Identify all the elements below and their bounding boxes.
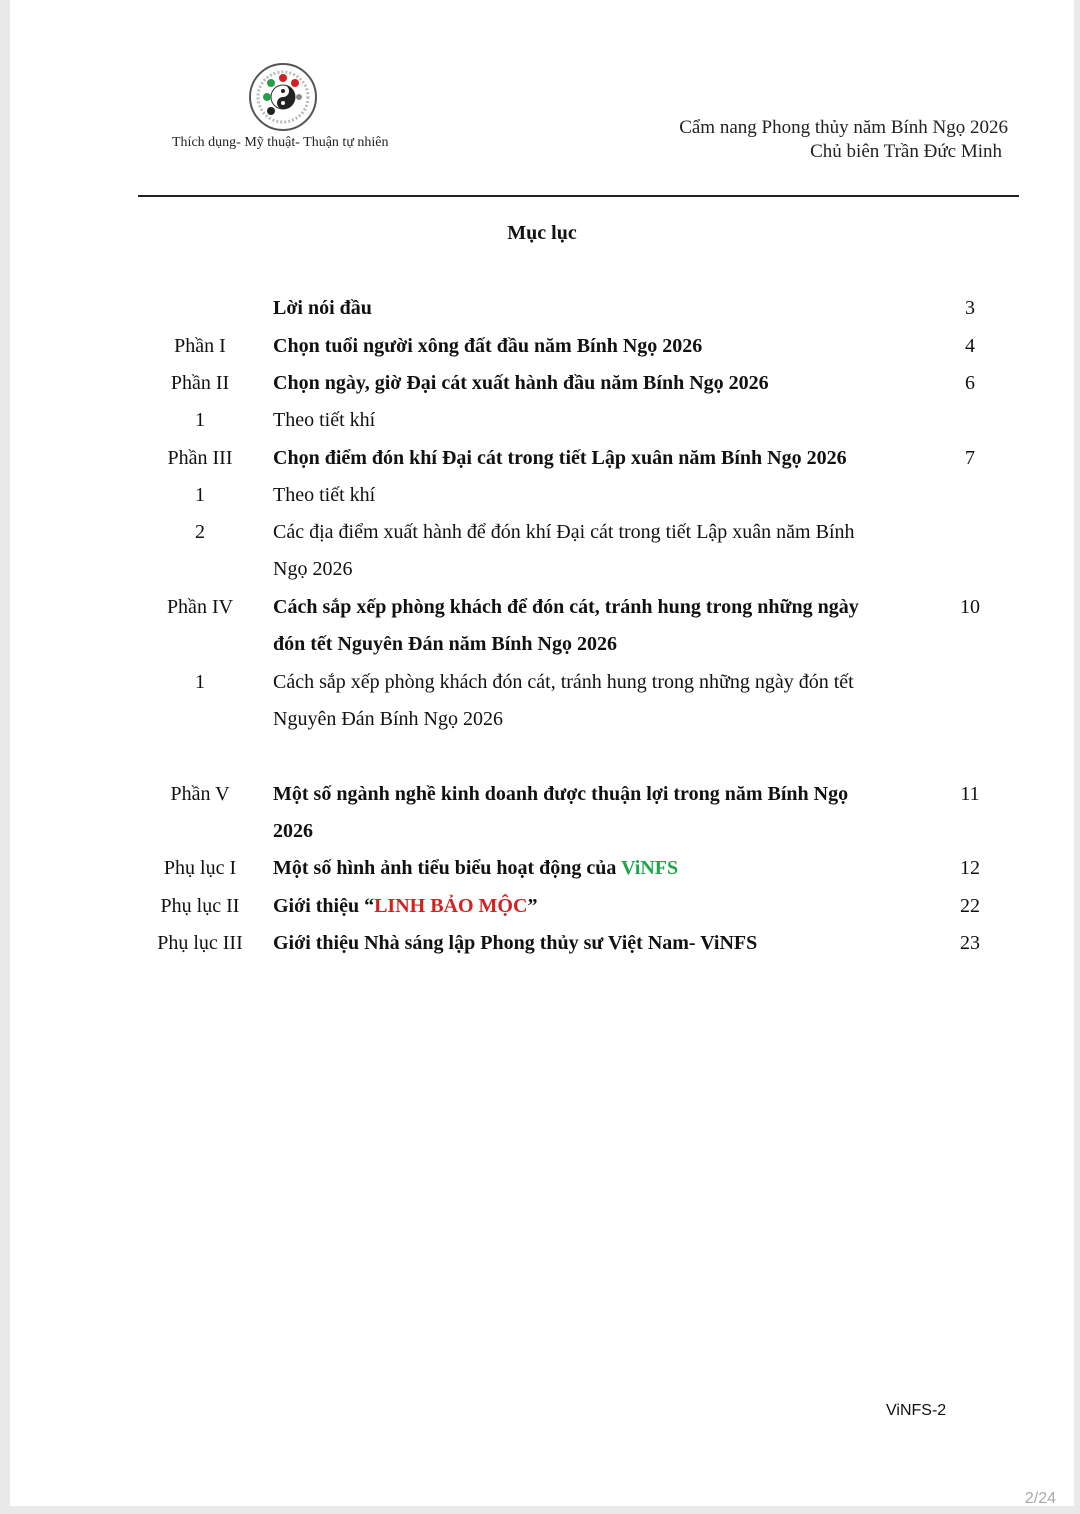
toc-entry-number: Phụ lục I — [163, 857, 237, 879]
toc-entry-title-text: Một số hình ảnh tiểu biểu hoạt động của — [273, 857, 622, 879]
toc-entry-title: Theo tiết khí — [273, 409, 376, 431]
toc-entry-title: Chọn tuổi người xông đất đầu năm Bính Ngọ 2026 — [273, 335, 703, 357]
toc-entry-title: Cách sắp xếp phòng khách đón cát, tránh hung trong những ngày đón tết — [273, 671, 854, 693]
toc-entry-number: Phụ lục II — [160, 895, 240, 917]
editor-name: Chủ biên Trần Đức Minh — [810, 141, 1002, 162]
toc-entry-page: 3 — [965, 297, 975, 319]
toc-entry-title: Chọn điểm đón khí Đại cát trong tiết Lập xuân năm Bính Ngọ 2026 — [273, 447, 847, 469]
yin-yang-logo-icon — [248, 62, 318, 132]
toc-entry-number: Phần IV — [166, 596, 234, 618]
toc-entry-number: Phần III — [167, 447, 233, 469]
toc-entry-title: Cách sắp xếp phòng khách để đón cát, tránh hung trong những ngày — [273, 596, 859, 618]
toc-entry-title-text: Giới thiệu “ — [273, 895, 375, 917]
toc-entry-page: 10 — [960, 596, 980, 618]
toc-entry-title: Theo tiết khí — [273, 484, 376, 506]
toc-entry-title-line2: Nguyên Đán Bính Ngọ 2026 — [273, 708, 503, 730]
toc-entry-page: 6 — [965, 372, 975, 394]
toc-entry-title — [273, 888, 913, 925]
toc-entry-title: Lời nói đầu — [273, 297, 372, 319]
toc-entry-number: Phụ lục III — [157, 932, 243, 954]
toc-entry-page: 4 — [965, 335, 975, 357]
toc-title: Mục lục — [507, 222, 577, 244]
toc-entry-number: Phần II — [170, 372, 230, 394]
vinfs-highlight: ViNFS — [621, 857, 679, 879]
toc-entry-title-line2: Ngọ 2026 — [273, 558, 353, 580]
toc-entry-title — [273, 850, 913, 887]
toc-entry-page: 23 — [960, 932, 980, 954]
toc-entry-number: 2 — [195, 521, 205, 543]
document-title: Cẩm nang Phong thủy năm Bính Ngọ 2026 — [679, 117, 1008, 138]
toc-entry-page: 7 — [965, 447, 975, 469]
toc-entry-title-close-quote: ” — [527, 895, 538, 917]
toc-entry-title: Các địa điểm xuất hành để đón khí Đại cát trong tiết Lập xuân năm Bính — [273, 521, 855, 543]
document-header — [679, 116, 1008, 164]
toc-entry-title-line2: 2026 — [273, 820, 313, 842]
toc-entry-number: 1 — [195, 484, 205, 506]
toc-entry-number: Phần V — [170, 783, 230, 805]
toc-entry-title: Một số ngành nghề kinh doanh được thuận lợi trong năm Bính Ngọ — [273, 783, 849, 805]
page-indicator: 2/24 — [1024, 1490, 1056, 1507]
toc-entry-title-line2: đón tết Nguyên Đán năm Bính Ngọ 2026 — [273, 633, 617, 655]
tagline: Thích dụng- Mỹ thuật- Thuận tự nhiên — [172, 135, 389, 150]
page-footer: ViNFS-2 — [886, 1402, 947, 1419]
toc-entry-page: 22 — [960, 895, 980, 917]
toc-entry-number: 1 — [195, 409, 205, 431]
toc-entry-number: Phần I — [174, 335, 226, 357]
document-page — [10, 0, 1074, 1506]
toc-entry-title: Giới thiệu Nhà sáng lập Phong thủy sư Việt Nam- ViNFS — [273, 932, 758, 954]
header-divider — [138, 195, 1019, 197]
toc-entry-title: Chọn ngày, giờ Đại cát xuất hành đầu năm Bính Ngọ 2026 — [273, 372, 769, 394]
toc-entry-number: 1 — [195, 671, 205, 693]
linh-bao-moc-highlight: LINH BẢO MỘC — [374, 895, 528, 917]
toc-entry-page: 12 — [960, 857, 980, 879]
toc-entry-page: 11 — [960, 783, 980, 805]
